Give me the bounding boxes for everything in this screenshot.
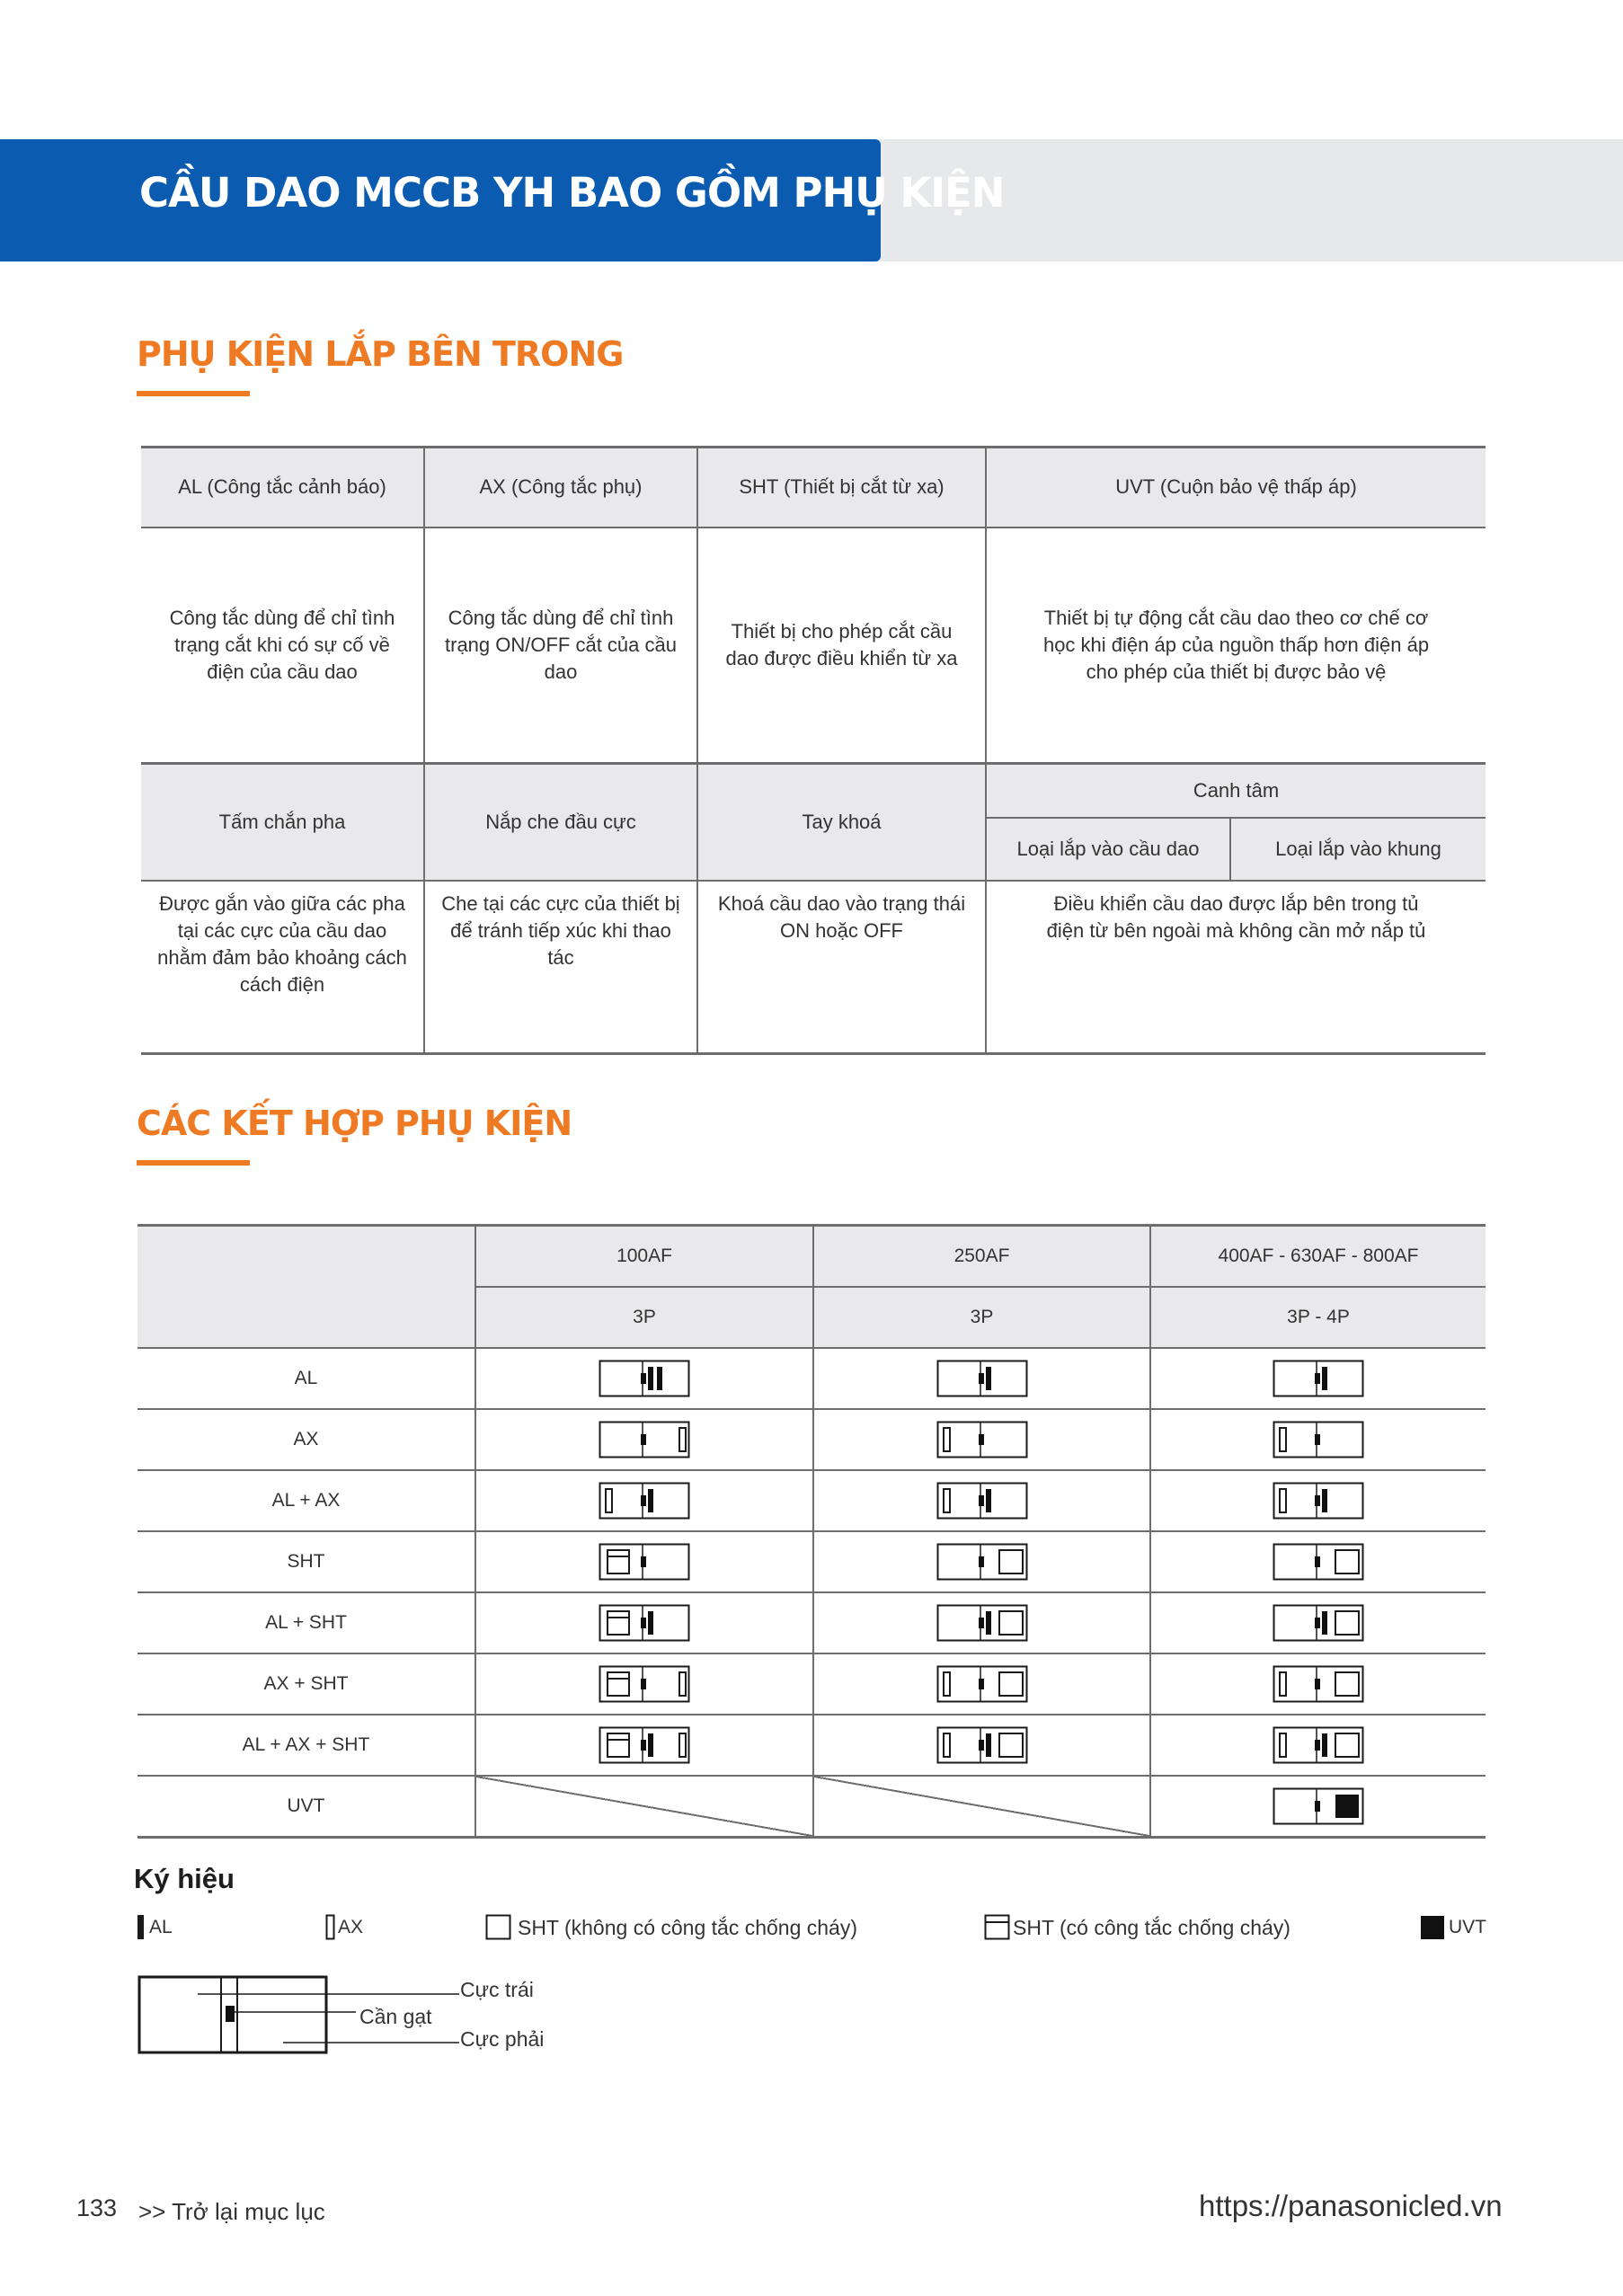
- combination-cell: [1150, 1409, 1486, 1470]
- combination-cell: [1150, 1531, 1486, 1592]
- row-label: AL + SHT: [137, 1592, 475, 1653]
- website-link[interactable]: https://panasonicled.vn: [1199, 2189, 1503, 2222]
- legend-label: UVT: [1449, 1917, 1486, 1937]
- desc-uvt: Thiết bị tự động cắt cầu dao theo cơ chế cơ học khi điện áp của nguồn thấp hơn điện áp cho phép của thiết bị được bảo vệ: [986, 527, 1486, 764]
- header-phase-barrier: Tấm chắn pha: [141, 764, 424, 881]
- breaker-combination-icon: [936, 1421, 1028, 1458]
- row-label: AL: [137, 1348, 475, 1409]
- accessories-table: [141, 446, 1486, 1055]
- combination-cell: [1150, 1776, 1486, 1838]
- desc-al: Công tắc dùng để chỉ tình trạng cắt khi có sự cố về điện của cầu dao: [141, 527, 424, 764]
- row-label: AL + AX: [137, 1470, 475, 1531]
- header-ax: AX (Công tắc phụ): [424, 448, 697, 527]
- section-title-internal-accessories: PHỤ KIỆN LẮP BÊN TRONG: [137, 334, 624, 374]
- legend-label: AX: [338, 1917, 364, 1937]
- ax-symbol-icon: [325, 1914, 336, 1941]
- combination-cell: [813, 1715, 1150, 1776]
- frame-250af: 250AF: [813, 1226, 1150, 1288]
- desc-terminal-cover: Che tại các cực của thiết bị để tránh tiếp xúc khi thao tác: [424, 881, 697, 1054]
- not-available-cell: [813, 1776, 1150, 1838]
- page-title: CẦU DAO MCCB YH BAO GỒM PHỤ KIỆN: [139, 169, 1005, 217]
- not-available-cell: [475, 1776, 813, 1838]
- table-row: [137, 1470, 1486, 1531]
- legend-item-uvt: [1420, 1905, 1486, 1950]
- legend-item-al: [137, 1905, 173, 1950]
- section-underline: [137, 1160, 250, 1166]
- breaker-combination-icon: [1273, 1787, 1364, 1825]
- combination-cell: [475, 1470, 813, 1531]
- breaker-combination-icon: [936, 1604, 1028, 1642]
- breaker-combination-icon: [1273, 1665, 1364, 1703]
- frame-400-800af: 400AF - 630AF - 800AF: [1150, 1226, 1486, 1288]
- combination-cell: [813, 1470, 1150, 1531]
- row-label: AL + AX + SHT: [137, 1715, 475, 1776]
- page-number: 133: [76, 2194, 118, 2221]
- al-symbol-icon: [137, 1914, 146, 1941]
- header-al: AL (Công tắc cảnh báo): [141, 448, 424, 527]
- row-label: AX + SHT: [137, 1653, 475, 1715]
- corner-cell: [137, 1226, 475, 1349]
- callout-right-pole: Cực phải: [460, 2027, 545, 2051]
- combination-cell: [813, 1653, 1150, 1715]
- combination-cell: [813, 1348, 1150, 1409]
- breaker-combination-icon: [936, 1665, 1028, 1703]
- header-sht: SHT (Thiết bị cắt từ xa): [697, 448, 986, 527]
- combination-cell: [1150, 1715, 1486, 1776]
- combination-cell: [813, 1531, 1150, 1592]
- legend-label: AL: [149, 1917, 173, 1937]
- desc-sht: Thiết bị cho phép cắt cầu dao được điều khiển từ xa: [697, 527, 986, 764]
- table-row: [137, 1592, 1486, 1653]
- header-terminal-cover: Nắp che đầu cực: [424, 764, 697, 881]
- desc-lock: Khoá cầu dao vào trạng thái ON hoặc OFF: [697, 881, 986, 1054]
- breaker-combination-icon: [599, 1360, 690, 1397]
- back-to-contents-link[interactable]: >> Trở lại mục lục: [138, 2198, 325, 2225]
- poles-100af: 3P: [475, 1287, 813, 1348]
- subheader-frame-mount: Loại lắp vào khung: [1230, 818, 1486, 881]
- combination-cell: [475, 1531, 813, 1592]
- desc-alignment: Điều khiển cầu dao được lắp bên trong tủ điện từ bên ngoài mà không cần mở nắp tủ: [986, 881, 1486, 1054]
- row-label: UVT: [137, 1776, 475, 1838]
- row-label: AX: [137, 1409, 475, 1470]
- breaker-combination-icon: [1273, 1726, 1364, 1764]
- combination-cell: [475, 1715, 813, 1776]
- combination-cell: [475, 1409, 813, 1470]
- legend-label: SHT (có công tắc chống cháy): [1013, 1915, 1290, 1939]
- combination-cell: [1150, 1348, 1486, 1409]
- table-row: [137, 1348, 1486, 1409]
- breaker-combination-icon: [599, 1543, 690, 1581]
- breaker-combination-icon: [1273, 1482, 1364, 1520]
- combination-cell: [1150, 1592, 1486, 1653]
- breaker-combination-icon: [936, 1360, 1028, 1397]
- breaker-combination-icon: [599, 1726, 690, 1764]
- breaker-combination-icon: [1273, 1543, 1364, 1581]
- frame-100af: 100AF: [475, 1226, 813, 1288]
- desc-phase-barrier: Được gắn vào giữa các pha tại các cực của cầu dao nhằm đảm bảo khoảng cách cách điện: [141, 881, 424, 1054]
- poles-400-800af: 3P - 4P: [1150, 1287, 1486, 1348]
- header-lock: Tay khoá: [697, 764, 986, 881]
- table-row: [137, 1715, 1486, 1776]
- desc-ax: Công tắc dùng để chỉ tình trạng ON/OFF cắt của cầu dao: [424, 527, 697, 764]
- subheader-breaker-mount: Loại lắp vào cầu dao: [986, 818, 1230, 881]
- combinations-table: [137, 1224, 1486, 1839]
- header-uvt: UVT (Cuộn bảo vệ thấp áp): [986, 448, 1486, 527]
- sht-symbol-icon: [485, 1914, 512, 1941]
- combination-cell: [475, 1348, 813, 1409]
- legend-label: SHT (không có công tắc chống cháy): [518, 1915, 858, 1939]
- combination-cell: [1150, 1653, 1486, 1715]
- legend-item-ax: [325, 1905, 363, 1950]
- breaker-combination-icon: [936, 1482, 1028, 1520]
- header-alignment: Canh tâm: [986, 764, 1486, 818]
- combination-cell: [475, 1592, 813, 1653]
- combination-cell: [813, 1409, 1150, 1470]
- poles-250af: 3P: [813, 1287, 1150, 1348]
- breaker-combination-icon: [1273, 1604, 1364, 1642]
- table-row: [137, 1409, 1486, 1470]
- breaker-combination-icon: [936, 1726, 1028, 1764]
- breaker-combination-icon: [1273, 1360, 1364, 1397]
- callout-lever: Cần gạt: [359, 2005, 432, 2028]
- section-title-combinations: CÁC KẾT HỢP PHỤ KIỆN: [137, 1104, 572, 1143]
- legend-item-sht-fire: [984, 1905, 1290, 1950]
- legend-item-sht: [485, 1905, 857, 1950]
- sht-fire-switch-symbol-icon: [984, 1914, 1011, 1941]
- callout-left-pole: Cực trái: [460, 1978, 534, 2001]
- section-underline: [137, 391, 250, 396]
- combination-cell: [1150, 1470, 1486, 1531]
- table-row: [137, 1653, 1486, 1715]
- row-label: SHT: [137, 1531, 475, 1592]
- table-row: [137, 1531, 1486, 1592]
- breaker-combination-icon: [599, 1482, 690, 1520]
- breaker-combination-icon: [936, 1543, 1028, 1581]
- table-row: [137, 1776, 1486, 1838]
- breaker-combination-icon: [1273, 1421, 1364, 1458]
- combination-cell: [813, 1592, 1150, 1653]
- breaker-combination-icon: [599, 1604, 690, 1642]
- legend-title: Ký hiệu: [134, 1863, 235, 1894]
- breaker-combination-icon: [599, 1421, 690, 1458]
- breaker-combination-icon: [599, 1665, 690, 1703]
- combination-cell: [475, 1653, 813, 1715]
- uvt-symbol-icon: [1420, 1915, 1445, 1940]
